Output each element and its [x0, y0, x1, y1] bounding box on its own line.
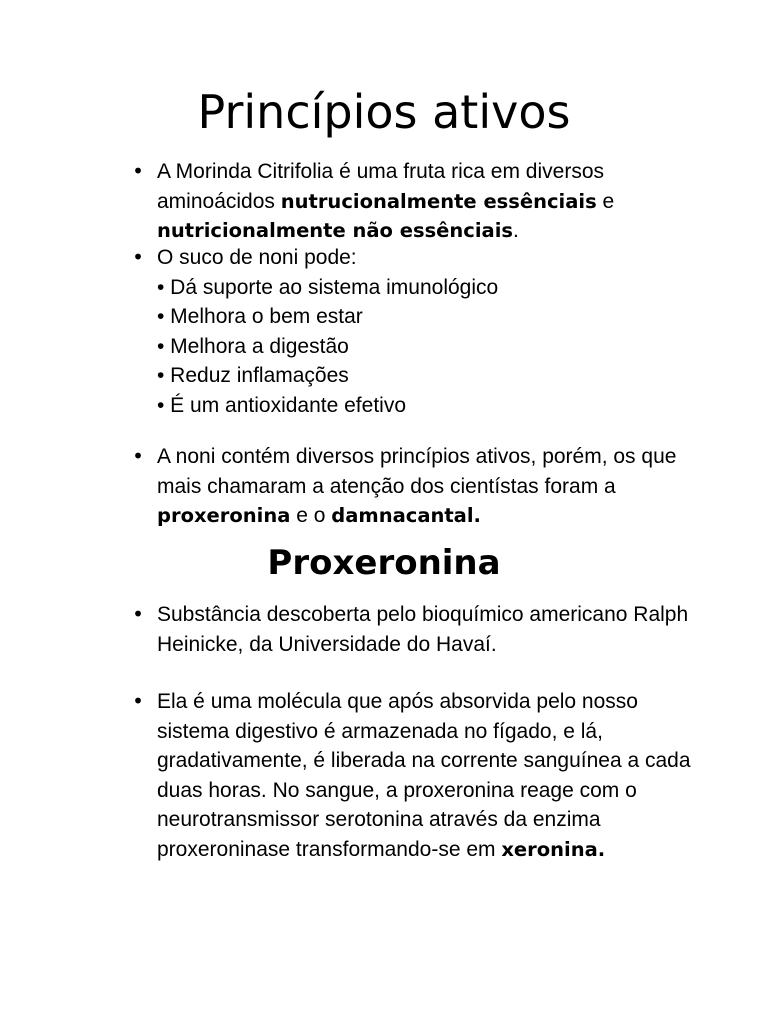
list-item-active-principles [157, 442, 697, 531]
sub-item: • Reduz inflamações [157, 364, 349, 387]
bold-term: damnacantal. [331, 504, 481, 527]
bold-term: proxeronina [157, 504, 291, 527]
list-item-juice-benefits [157, 243, 697, 420]
bullet-marker: • [132, 159, 144, 183]
sub-item: • Dá suporte ao sistema imunológico [157, 275, 499, 299]
bullet-marker: • [132, 602, 144, 626]
bullet-marker: • [132, 689, 144, 713]
section-heading: Proxeronina [267, 543, 501, 583]
sub-item: • Melhora o bem estar [157, 305, 363, 328]
bullet-marker: • [132, 444, 144, 468]
bold-term: xeronina. [501, 837, 606, 861]
bold-term: nutricionalmente não essênciais [157, 219, 513, 242]
bullet-marker: • [132, 245, 144, 269]
page-title: Princípios ativos [197, 85, 571, 139]
list-item-discovery [157, 600, 697, 659]
item-text: e [596, 189, 615, 213]
bold-term: nutrucionalmente essênciais [280, 189, 597, 213]
item-text: A Morinda Citrifolia é uma fruta rica em diversos aminoácidos [157, 160, 604, 213]
item-text: Ela é uma molécula que após absorvida pelo nosso sistema digestivo é armazenada no fígado, e lá, gradativamente, é liberada na corrente sanguínea a cada duas horas. No sangue, a proxeronina reage com o neurotransmissor serotonina através da enzima proxeroninase transformando-se em [157, 690, 691, 861]
list-item-amino-acids [157, 157, 697, 246]
sub-item: • Melhora a digestão [157, 334, 349, 358]
list-item-molecule [157, 687, 697, 864]
item-text: A noni contém diversos princípios ativos, porém, os que mais chamaram a atenção dos cientístas foram a [157, 445, 677, 498]
item-text: e o [290, 504, 332, 527]
sub-item: • É um antioxidante efetivo [157, 393, 406, 417]
item-intro: O suco de noni pode: [157, 246, 357, 269]
item-text: Substância descoberta pelo bioquímico americano Ralph Heinicke, da Universidade do Havaí. [157, 603, 689, 656]
item-text: . [512, 219, 519, 242]
